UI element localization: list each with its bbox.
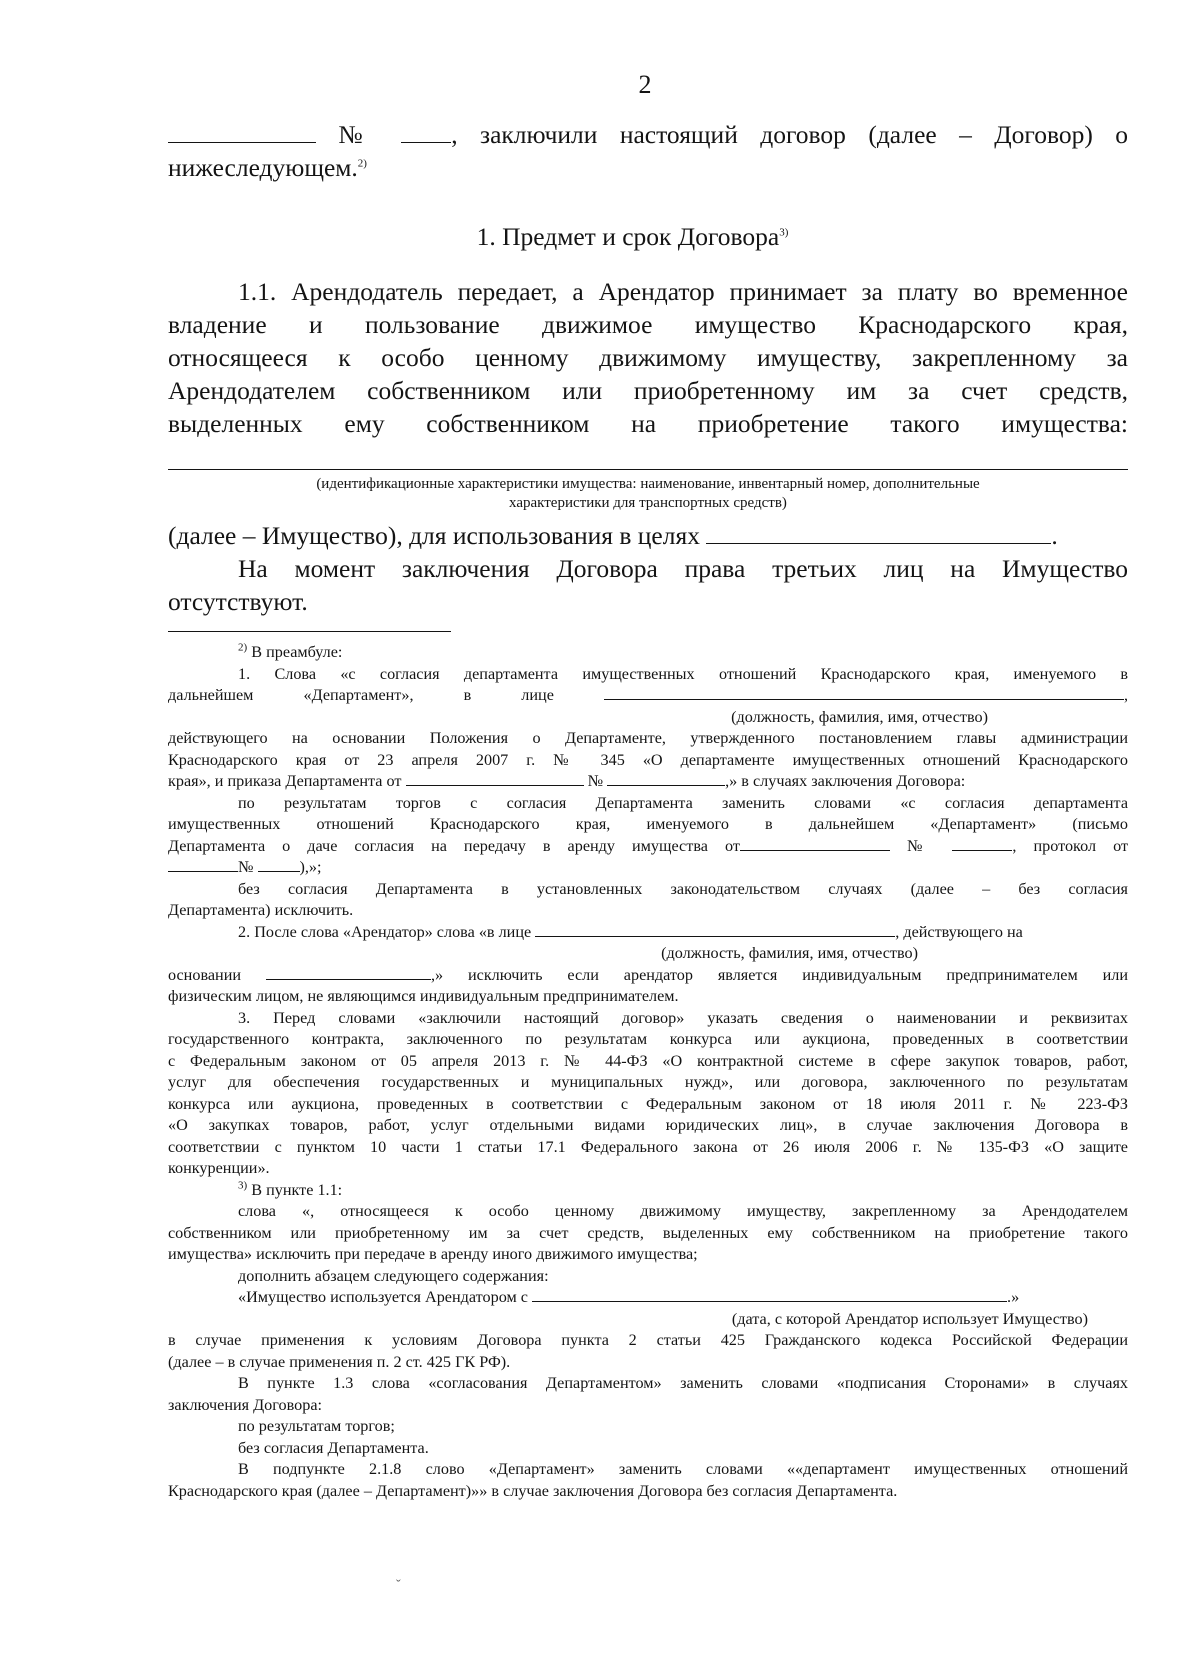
page-number: 2 <box>638 70 652 99</box>
blank-purpose <box>706 521 1051 544</box>
property-caption: (идентификационные характеристики имущества: наименование, инвентарный номер, дополнительные характеристики для транспортных средств) <box>316 476 980 511</box>
property-blank-line <box>168 469 1128 470</box>
paragraph-1-1: 1.1. Арендодатель передает, а Арендатор принимает за плату во временное владение и пользование движимое имущество Краснодарского края, относящееся к особо ценному движимому имуществу, закрепленному за Арендодателем собственником или приобретенному им за счет средств, выделенных ему собственником на приобретение такого имущества: <box>168 277 1128 438</box>
section-title: 1. Предмет и срок Договора$^{3)}$ <box>476 222 789 251</box>
footnotes: $^{2)}$ В преамбуле: 1. Слова «с согласия департамента имущественных отношений Краснодарского края, именуемого в дальнейшем «Департамент», в лице , (должность, фамилия, имя, отчество) действующего на основании Положения о Департаменте, утвержденного постановлением главы администрации Краснодарского края от 23 апреля 2007 г. № 345 «О департаменте имущественных отношений Краснодарского края», и приказа Департамента от № ,» в случаях заключения Договора: по результатам торгов с согласия Департамента заменить словами «с согласия департамента имущественных отношений Краснодарского края, именуемого в дальнейшем «Департамент» (письмо Департамента о даче согласия на передачу в аренду имущества от № , протокол от № ),»; без согласия Департамента в установленных законодательством случаях (далее – без согласия Департамента) исключить. 2. После слова «Арендатор» слова «в лице , действующего на (должность, фамилия, имя, отчество) основании ,» исключить если арендатор является индивидуальным предпринимателем или физическим лицом, не являющимся индивидуальным предпринимателем. 3. Перед словами «заключили настоящий договор» указать сведения о наименовании и реквизитах государственного контракта, заключенного по результатам конкурса или аукциона, проведенных в соответствии с Федеральным законом от 05 апреля 2013 г. № 44-ФЗ «О контрактной системе в сфере закупок товаров, работ, услуг для обеспечения государственных и муниципальных нужд», или договора, заключенного по результатам конкурса или аукциона, проведенных в соответствии с Федеральным законом от 18 июля 2011 г. № 223-ФЗ «О закупках товаров, работ, услуг отдельными видами юридических лиц», в случае заключения Договора в соответствии с пунктом 10 части 1 статьи 17.1 Федерального закона от 26 июля 2006 г. № 135-ФЗ «О защите конкуренции». $^{3)}$ В пункте 1.1: слова «, относящееся к особо ценному движимому имуществу, закрепленному за Арендодателем собственником или приобретенному им за счет средств, выделенных ему собственником на приобретение такого имущества» исключить при передаче в аренду иного движимого имущества; дополнить абзацем следующего содержания: «Имущество используется Арендатором с .» (дата, с которой Арендатор использует Имущество) в случае применения к условиям Договора пункта 2 статьи 425 Гражданского кодекса Российской Федерации (далее – в случае применения п. 2 ст. 425 ГК РФ). В пункте 1.3 слова «согласования Департаментом» заменить словами «подписания Сторонами» в случаях заключения Договора: по результатам торгов; без согласия Департамента. В подпункте 2.1.8 слово «Департамент» заменить словами ««департамент имущественных отношений Краснодарского края (далее – Департамент)»» в случае заключения Договора без согласия Департамента. <box>168 641 1129 1500</box>
number-sign: № <box>338 120 379 149</box>
intro-line-2: нижеследующем.$^{2)}$ <box>168 153 367 182</box>
footnote-ref-3: 3) <box>779 226 789 239</box>
intro-text: , заключили настоящий договор (далее – Договор) о <box>451 120 1129 149</box>
blank-number <box>401 120 451 143</box>
footnote-ref-2: 2) <box>357 157 367 170</box>
scan-speck: ˇ <box>396 1578 401 1593</box>
footnote-3-head: $^{3)}$ В пункте 1.1: <box>238 1179 343 1199</box>
purpose-line: (далее – Имущество), для использования в целях . <box>168 521 1058 550</box>
intro-line <box>168 118 1128 151</box>
footnote-2-head: $^{2)}$ В преамбуле: <box>238 641 343 661</box>
blank-date <box>168 120 316 143</box>
third-party-paragraph: На момент заключения Договора права третьих лиц на Имущество отсутствуют. <box>168 554 1128 616</box>
footnote-separator <box>168 631 451 632</box>
